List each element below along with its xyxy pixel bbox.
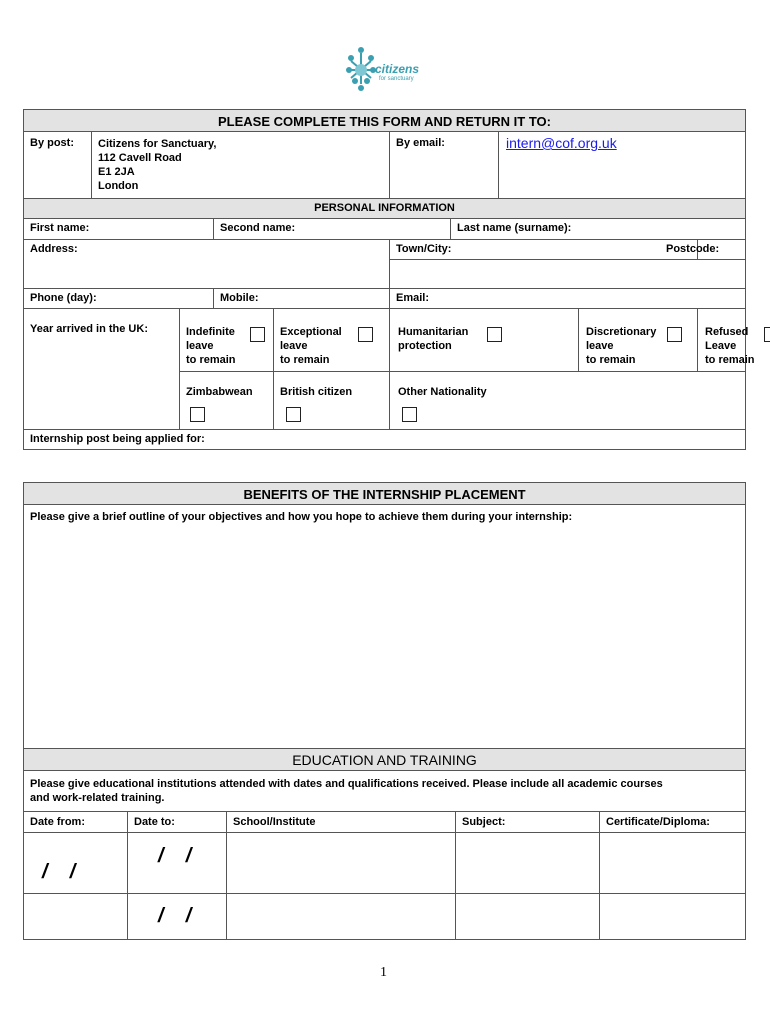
- date-slashes: / /: [158, 905, 192, 927]
- benefits-and-education-table: [23, 482, 746, 940]
- address-line: 112 Cavell Road: [98, 152, 182, 164]
- humanitarian-checkbox[interactable]: [487, 327, 502, 342]
- status-text: Discretionary: [586, 326, 657, 338]
- by-email-label: By email:: [390, 132, 499, 199]
- benefits-answer-area[interactable]: [24, 505, 746, 749]
- col-certificate: Certificate/Diploma:: [600, 812, 746, 833]
- status-option-exceptional[interactable]: [274, 309, 390, 372]
- other-nationality-checkbox[interactable]: [402, 407, 417, 422]
- nationality-text: Zimbabwean: [186, 386, 253, 398]
- second-name-field[interactable]: Second name:: [214, 219, 451, 240]
- status-text: Humanitarian: [398, 326, 469, 338]
- col-subject: Subject:: [456, 812, 600, 833]
- date-slashes: / /: [42, 861, 76, 883]
- nationality-text: British citizen: [280, 386, 353, 398]
- first-name-field[interactable]: First name:: [24, 219, 214, 240]
- nationality-text: Other Nationality: [398, 386, 487, 398]
- address-field[interactable]: Address:: [24, 240, 390, 260]
- school-cell[interactable]: [227, 833, 456, 894]
- school-cell[interactable]: [227, 894, 456, 940]
- address-line: London: [98, 180, 139, 192]
- col-date-to: Date to:: [128, 812, 227, 833]
- status-text: to remain: [586, 354, 636, 366]
- postal-address: [92, 132, 390, 199]
- col-school: School/Institute: [227, 812, 456, 833]
- education-prompt-line: and work-related training.: [30, 792, 165, 804]
- status-text: to remain: [705, 354, 755, 366]
- status-text: leave: [586, 340, 614, 352]
- last-name-field[interactable]: Last name (surname):: [451, 219, 746, 240]
- return-email-link[interactable]: intern@cof.org.uk: [506, 135, 617, 151]
- address-line: E1 2JA: [98, 166, 135, 178]
- certificate-cell[interactable]: [600, 833, 746, 894]
- status-option-refused[interactable]: [698, 309, 755, 372]
- internship-post-field[interactable]: Internship post being applied for:: [24, 430, 746, 450]
- postcode-field[interactable]: [666, 240, 746, 260]
- education-title: EDUCATION AND TRAINING: [24, 749, 746, 771]
- benefits-title: BENEFITS OF THE INTERNSHIP PLACEMENT: [24, 483, 746, 505]
- zimbabwean-checkbox[interactable]: [190, 407, 205, 422]
- status-text: Exceptional: [280, 326, 342, 338]
- date-slashes: / /: [158, 845, 192, 867]
- date-from-cell[interactable]: [24, 833, 128, 894]
- personal-info-title: PERSONAL INFORMATION: [24, 199, 746, 219]
- british-checkbox[interactable]: [286, 407, 301, 422]
- exceptional-checkbox[interactable]: [358, 327, 373, 342]
- education-prompt: [24, 771, 746, 812]
- status-option-humanitarian[interactable]: [390, 309, 579, 372]
- indefinite-checkbox[interactable]: [250, 327, 265, 342]
- address-continuation[interactable]: [24, 260, 390, 289]
- certificate-cell[interactable]: [600, 894, 746, 940]
- phone-field[interactable]: Phone (day):: [24, 289, 214, 309]
- mobile-field[interactable]: Mobile:: [214, 289, 390, 309]
- education-prompt-line: Please give educational institutions attended with dates and qualifications received. Please include all academic courses: [30, 778, 663, 790]
- status-text: Refused: [705, 326, 749, 338]
- year-arrived-field[interactable]: Year arrived in the UK:: [24, 309, 180, 430]
- logo-text-bottom: for sanctuary: [379, 76, 414, 82]
- status-text: to remain: [186, 354, 236, 366]
- subject-cell[interactable]: [456, 833, 600, 894]
- status-option-indefinite[interactable]: [180, 309, 274, 372]
- status-option-discretionary[interactable]: [579, 309, 698, 372]
- status-text: Leave: [705, 340, 737, 352]
- email-field[interactable]: Email:: [390, 289, 746, 309]
- logo-text-top: citizens: [375, 62, 420, 76]
- col-date-from: Date from:: [24, 812, 128, 833]
- status-text: protection: [398, 340, 452, 352]
- nationality-option-other[interactable]: [390, 372, 746, 430]
- benefits-prompt: Please give a brief outline of your objectives and how you hope to achieve them during your internship:: [30, 511, 573, 523]
- status-text: to remain: [280, 354, 330, 366]
- page-number: 1: [380, 965, 387, 980]
- date-to-cell[interactable]: [128, 894, 227, 940]
- address-line: Citizens for Sanctuary,: [98, 138, 217, 150]
- town-field[interactable]: Town/City:: [390, 240, 698, 260]
- nationality-option-zimbabwean[interactable]: [180, 372, 274, 430]
- return-title: PLEASE COMPLETE THIS FORM AND RETURN IT TO:: [24, 110, 746, 132]
- postcode-label: Postcode:: [666, 243, 720, 255]
- refused-checkbox[interactable]: [764, 327, 770, 342]
- status-text: Indefinite: [186, 326, 235, 338]
- return-and-personal-table: [23, 109, 755, 450]
- status-text: leave: [186, 340, 214, 352]
- nationality-option-british[interactable]: [274, 372, 390, 430]
- subject-cell[interactable]: [456, 894, 600, 940]
- date-to-cell[interactable]: [128, 833, 227, 894]
- discretionary-checkbox[interactable]: [667, 327, 682, 342]
- date-from-cell[interactable]: [24, 894, 128, 940]
- status-text: leave: [280, 340, 308, 352]
- town-postcode-value[interactable]: [390, 260, 746, 289]
- citizens-logo: [343, 44, 429, 94]
- by-post-label: By post:: [24, 132, 92, 199]
